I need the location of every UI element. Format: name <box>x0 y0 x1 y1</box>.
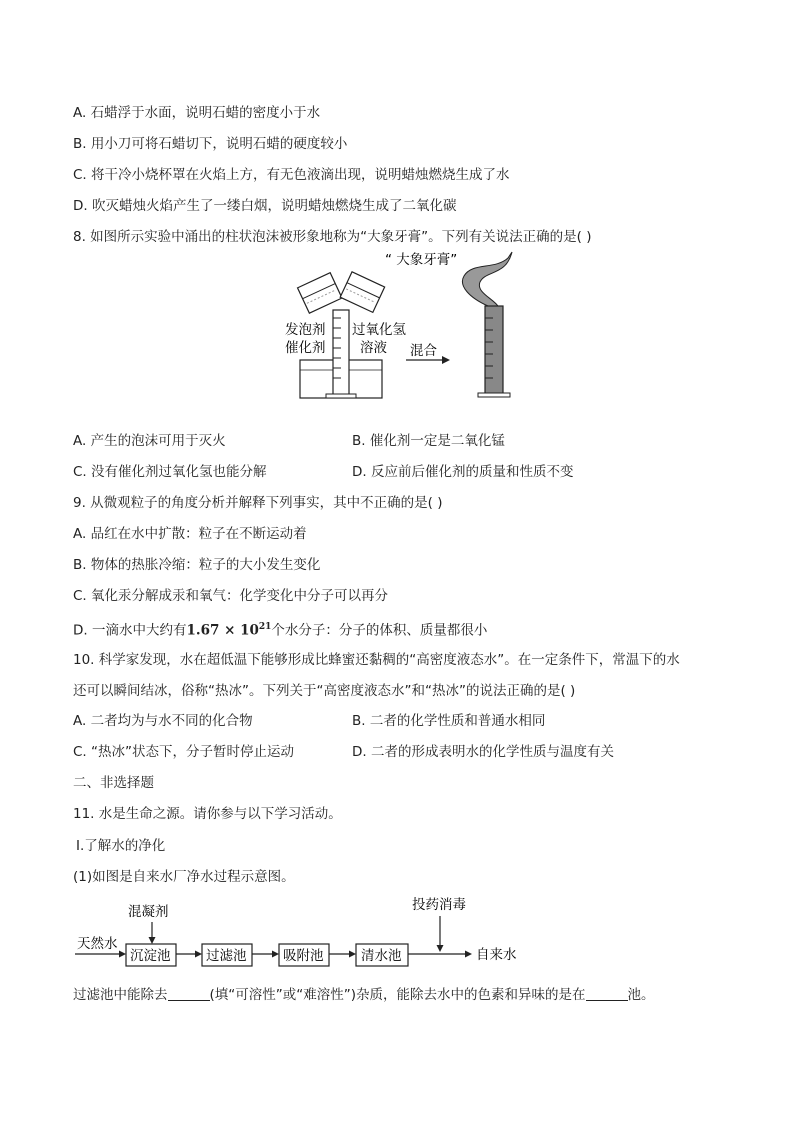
q7-option-d: D. 吹灭蜡烛火焰产生了一缕白烟，说明蜡烛燃烧生成了二氧化碳 <box>73 198 457 214</box>
foam-cylinder <box>485 306 503 394</box>
foaming-agent-label: 发泡剂 <box>285 322 326 338</box>
q8-stem: 8. 如图所示实验中涌出的柱状泡沫被形象地称为“大象牙膏”。下列有关说法正确的是( ) <box>73 229 592 245</box>
disinfection-label: 投药消毒 <box>412 897 466 913</box>
q9-option-d <box>73 618 487 640</box>
q11-fill-part3: 池。 <box>627 987 655 1003</box>
h2o2-label: 过氧化氢 <box>352 322 406 338</box>
adsorption-tank: 吸附池 <box>283 948 324 964</box>
q10-option-c: C. “热冰”状态下，分子暂时停止运动 <box>73 744 294 760</box>
sedimentation-tank: 沉淀池 <box>130 948 171 964</box>
answer-blank-1[interactable] <box>168 986 210 1001</box>
filter-tank: 过滤池 <box>206 948 247 964</box>
q10-option-d: D. 二者的形成表明水的化学性质与温度有关 <box>352 744 614 760</box>
q9-option-c: C. 氧化汞分解成汞和氧气：化学变化中分子可以再分 <box>73 588 389 604</box>
q7-option-a: A. 石蜡浮于水面，说明石蜡的密度小于水 <box>73 105 321 121</box>
section-heading: 二、非选择题 <box>73 775 154 791</box>
foam-column <box>462 252 512 306</box>
q8-option-b: B. 催化剂一定是二氧化锰 <box>352 433 505 449</box>
q9-d-suffix: 个水分子：分子的体积、质量都很小 <box>271 622 488 639</box>
q11-stem: 11. 水是生命之源。请你参与以下学习活动。 <box>73 806 342 822</box>
elephant-toothpaste-label: “ 大象牙膏” <box>385 252 458 268</box>
elephant-toothpaste-figure <box>280 248 540 403</box>
q9-option-b: B. 物体的热胀冷缩：粒子的大小发生变化 <box>73 557 321 573</box>
q10-stem-line1: 10. 科学家发现，水在超低温下能够形成比蜂蜜还黏稠的“高密度液态水”。在一定条件下，常温下的水 <box>73 652 680 668</box>
q9-stem: 9. 从微观粒子的角度分析并解释下列事实，其中不正确的是( ) <box>73 495 443 511</box>
q11-fill-part1: 过滤池中能除去 <box>73 987 168 1003</box>
q9-d-prefix: D. 一滴水中大约有 <box>73 622 187 639</box>
q7-option-c: C. 将干冷小烧杯罩在火焰上方，有无色液滴出现，说明蜡烛燃烧生成了水 <box>73 167 510 183</box>
answer-blank-2[interactable] <box>586 986 628 1001</box>
q11-fill-in <box>73 986 655 1004</box>
q8-option-d: D. 反应前后催化剂的质量和性质不变 <box>352 464 574 480</box>
q7-option-b: B. 用小刀可将石蜡切下，说明石蜡的硬度较小 <box>73 136 348 152</box>
q9-option-a: A. 品红在水中扩散：粒子在不断运动着 <box>73 526 307 542</box>
natural-water-label: 天然水 <box>77 936 118 952</box>
clear-water-tank: 清水池 <box>361 948 402 964</box>
q8-option-c: C. 没有催化剂过氧化氢也能分解 <box>73 464 267 480</box>
tap-water-label: 自来水 <box>476 947 517 963</box>
q8-option-a: A. 产生的泡沫可用于灭火 <box>73 433 226 449</box>
mix-label: 混合 <box>410 343 437 359</box>
q10-option-b: B. 二者的化学性质和普通水相同 <box>352 713 546 729</box>
water-treatment-flow <box>70 892 540 972</box>
q11-sub1: (1)如图是自来水厂净水过程示意图。 <box>73 869 295 885</box>
q10-option-a: A. 二者均为与水不同的化合物 <box>73 713 253 729</box>
q9-d-number: 1.67 × 10 <box>186 622 259 639</box>
left-beaker <box>298 273 342 314</box>
q10-stem-line2: 还可以瞬间结冰，俗称“热冰”。下列关于“高密度液态水”和“热冰”的说法正确的是( ) <box>73 683 576 699</box>
solution-label: 溶液 <box>360 340 387 356</box>
q11-part1-heading: Ⅰ.了解水的净化 <box>76 838 166 854</box>
catalyst-label: 催化剂 <box>285 340 326 356</box>
right-beaker <box>340 272 384 313</box>
q11-fill-part2: (填“可溶性”或“难溶性”)杂质，能除去水中的色素和异味的是在 <box>209 987 586 1003</box>
q9-d-exponent: 21 <box>258 622 272 632</box>
coagulant-label: 混凝剂 <box>128 904 169 920</box>
